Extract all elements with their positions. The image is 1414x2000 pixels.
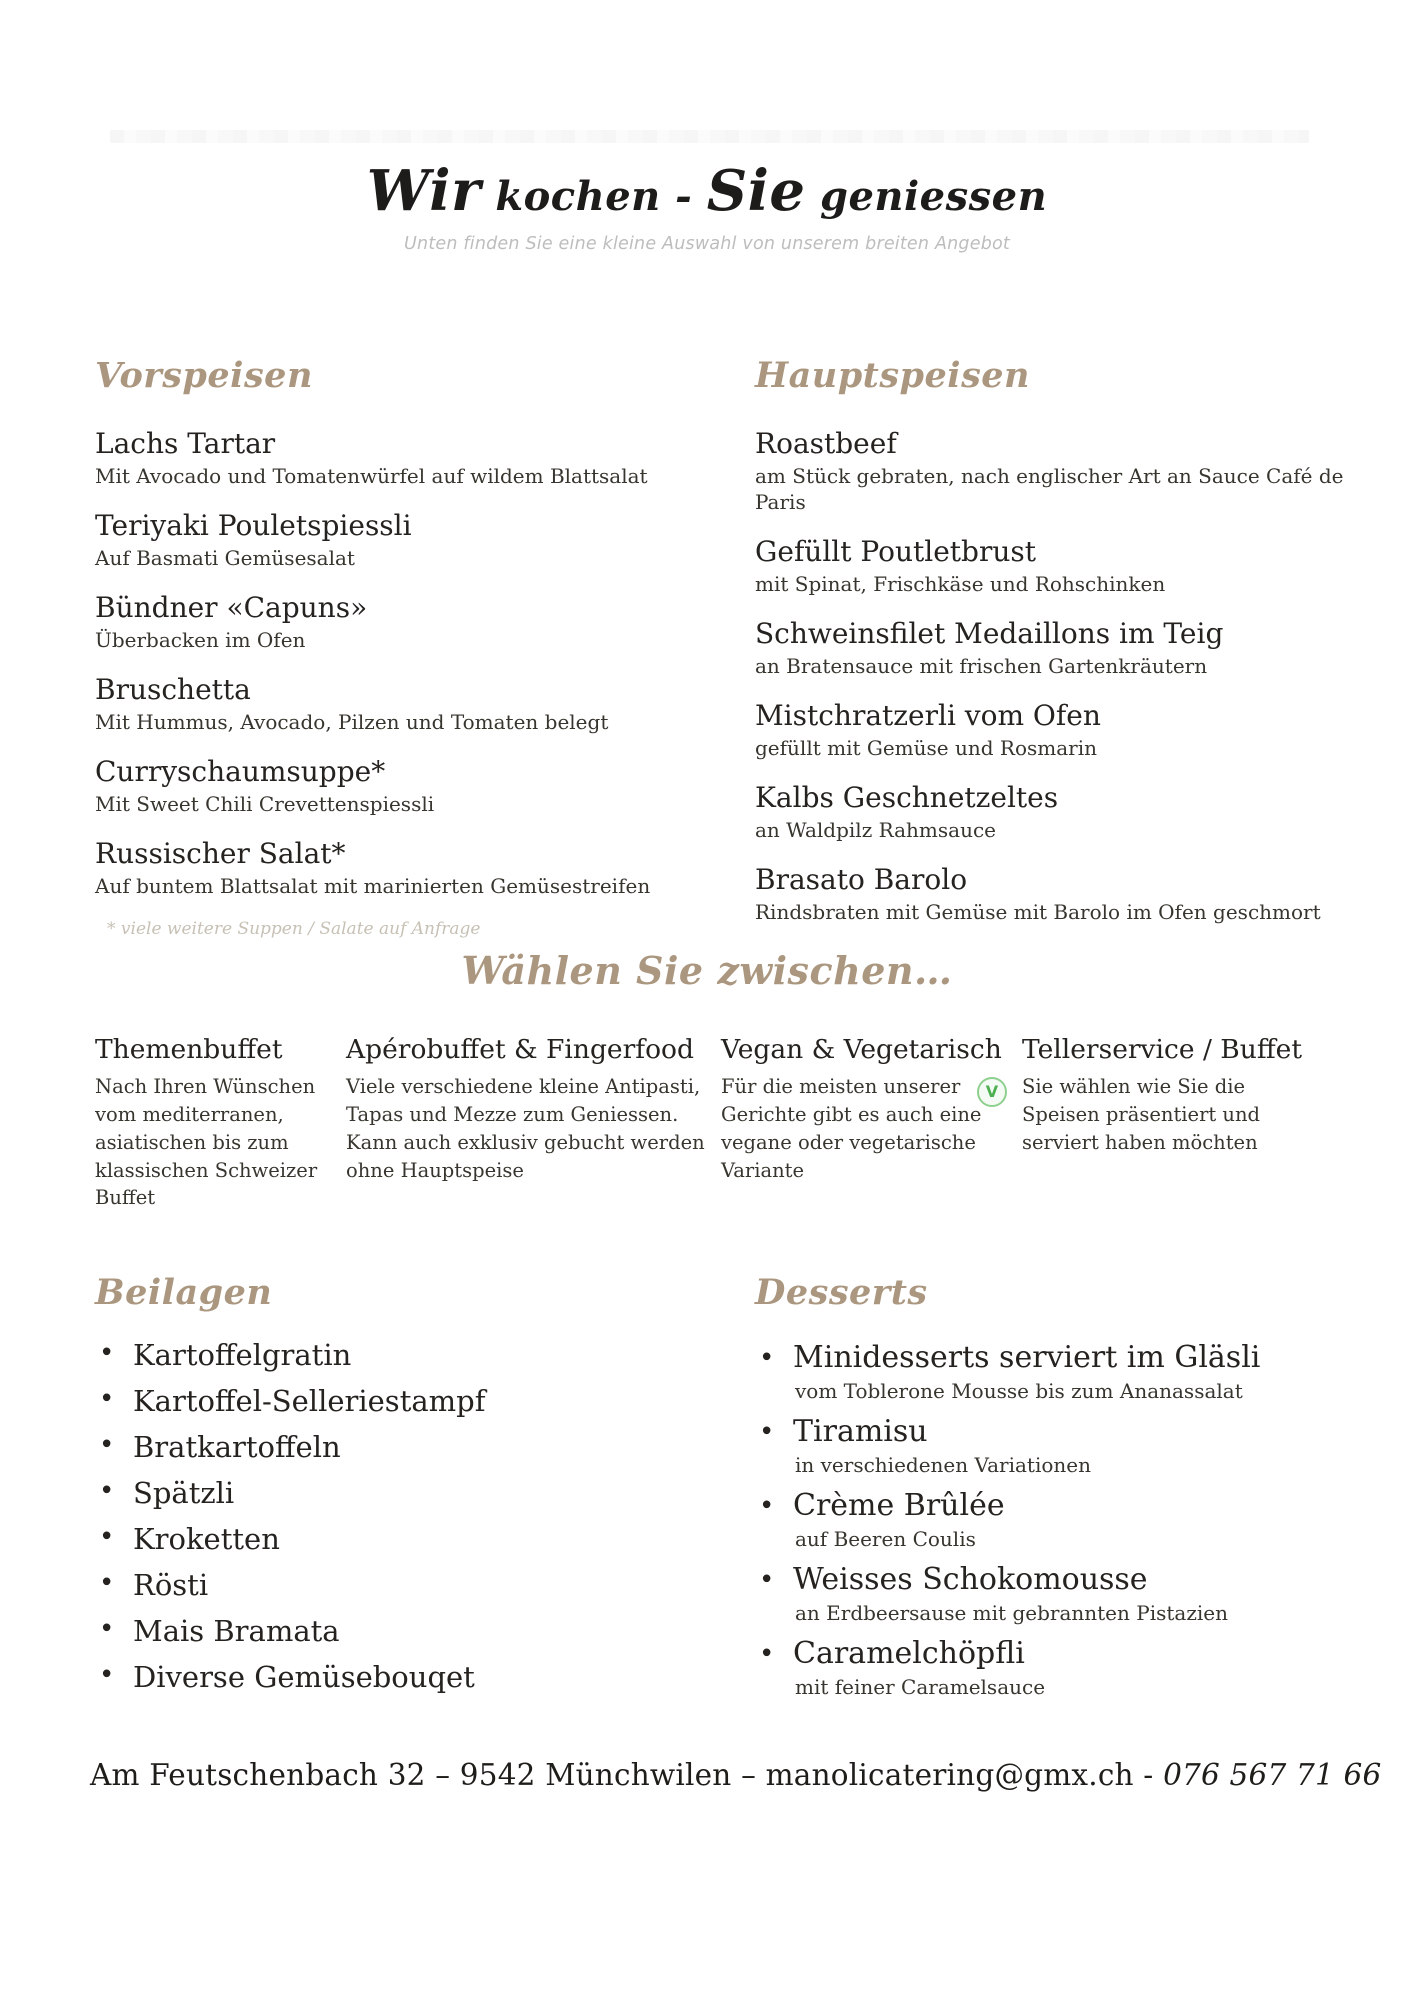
dessert-item-name: • Minidesserts serviert im Gläsli	[793, 1340, 1261, 1375]
dessert-item	[755, 1415, 1359, 1478]
beilagen-item: • Bratkartoffeln	[95, 1433, 755, 1462]
beilagen-item: • Kartoffel-Selleriestampf	[95, 1387, 755, 1416]
dessert-item-name: • Crème Brûlée	[793, 1488, 1005, 1523]
desserts-list	[755, 1341, 1359, 1700]
choose-option-vegan-vegetarisch	[721, 1035, 1009, 1212]
menu-item-name: Teriyaki Pouletspiessli	[95, 509, 412, 542]
hauptspeisen-heading: Hauptspeisen	[755, 355, 1030, 396]
choose-option-themenbuffet	[95, 1035, 333, 1212]
menu-item-name: Roastbeef	[755, 427, 897, 460]
title-word-wir: Wir	[366, 158, 481, 224]
dessert-item-description: mit feiner Caramelsauce	[795, 1675, 1046, 1699]
menu-item-name: Lachs Tartar	[95, 427, 276, 460]
choose-section-heading-wrap	[0, 948, 1414, 993]
vorspeisen-heading: Vorspeisen	[95, 355, 313, 396]
menu-item-description: Mit Sweet Chili Crevettenspiessli	[95, 792, 435, 816]
hauptspeisen-list	[755, 426, 1359, 925]
menu-item	[95, 672, 755, 735]
dessert-item-name: • Tiramisu	[793, 1414, 928, 1449]
scan-artifact-band	[110, 130, 1309, 143]
menu-item	[95, 508, 755, 571]
menu-item	[95, 426, 755, 489]
menu-item-name: Curryschaumsuppe*	[95, 755, 386, 788]
dessert-item-description: auf Beeren Coulis	[795, 1527, 976, 1551]
menu-item-description: Überbacken im Ofen	[95, 628, 306, 652]
dessert-item-name: • Weisses Schokomousse	[793, 1562, 1148, 1597]
dessert-item-description: vom Toblerone Mousse bis zum Ananassalat	[795, 1379, 1243, 1403]
menu-item-description: an Bratensauce mit frischen Gartenkräutern	[755, 654, 1208, 678]
choose-heading: Wählen Sie zwischen…	[461, 948, 953, 993]
menu-item-name: Bündner «Capuns»	[95, 591, 368, 624]
menu-item	[755, 616, 1359, 679]
page-subtitle: Unten finden Sie eine kleine Auswahl von unserem breiten Angebot	[404, 234, 1010, 254]
title-word-geniessen: geniessen	[805, 173, 1048, 220]
beilagen-item: • Kroketten	[95, 1525, 755, 1554]
desserts-section	[755, 1272, 1359, 1711]
hauptspeisen-section	[755, 355, 1359, 944]
dessert-item	[755, 1489, 1359, 1552]
choose-option-title: Apérobuffet & Fingerfood	[346, 1034, 694, 1065]
beilagen-list	[95, 1338, 755, 1694]
choose-option-title: Vegan & Vegetarisch	[721, 1034, 1002, 1065]
menu-item	[95, 590, 755, 653]
menu-item-description: an Waldpilz Rahmsauce	[755, 818, 996, 842]
menu-item-description: Rindsbraten mit Gemüse mit Barolo im Ofen geschmort	[755, 900, 1321, 924]
menu-item-description: am Stück gebraten, nach englischer Art an Sauce Café de Paris	[755, 464, 1344, 514]
menu-columns	[95, 355, 1359, 944]
title-word-sie: Sie	[706, 158, 806, 224]
menu-item-description: Auf buntem Blattsalat mit marinierten Gemüsestreifen	[95, 874, 651, 898]
beilagen-item: • Rösti	[95, 1571, 755, 1600]
choose-option-description: Nach Ihren Wünschen vom mediterranen, asiatischen bis zum klassischen Schweizer Buffet	[95, 1075, 318, 1210]
menu-item-description: mit Spinat, Frischkäse und Rohschinken	[755, 572, 1166, 596]
dessert-item	[755, 1637, 1359, 1700]
menu-item-name: Gefüllt Poutletbrust	[755, 535, 1036, 568]
page-header	[0, 158, 1414, 254]
menu-item-description: Auf Basmati Gemüsesalat	[95, 546, 355, 570]
contact-footer	[90, 1758, 1381, 1792]
beilagen-item: • Mais Bramata	[95, 1617, 755, 1646]
vorspeisen-footnote: * viele weitere Suppen / Salate auf Anfrage	[107, 919, 481, 939]
choose-options	[95, 1035, 1327, 1212]
menu-item	[755, 534, 1359, 597]
menu-item-name: Russischer Salat*	[95, 837, 346, 870]
choose-option-description: Sie wählen wie Sie die Speisen präsentiert und serviert haben möchten	[1022, 1075, 1261, 1154]
menu-item-name: Mistchratzerli vom Ofen	[755, 699, 1101, 732]
beilagen-item: • Diverse Gemüsebouqet	[95, 1663, 755, 1692]
menu-item-description: Mit Hummus, Avocado, Pilzen und Tomaten belegt	[95, 710, 609, 734]
menu-item-name: Brasato Barolo	[755, 863, 968, 896]
choose-option-title: Themenbuffet	[95, 1034, 283, 1065]
vorspeisen-list	[95, 426, 755, 899]
menu-item-description: gefüllt mit Gemüse und Rosmarin	[755, 736, 1097, 760]
choose-option-aperobuffet	[346, 1035, 708, 1212]
dessert-item	[755, 1563, 1359, 1626]
page-title	[0, 158, 1414, 224]
menu-item-name: Schweinsfilet Medaillons im Teig	[755, 617, 1224, 650]
dessert-item-description: an Erdbeersause mit gebrannten Pistazien	[795, 1601, 1228, 1625]
menu-item	[755, 426, 1359, 515]
menu-item	[95, 754, 755, 817]
menu-item	[755, 698, 1359, 761]
footer-phone: 076 567 71 66	[1163, 1758, 1382, 1792]
desserts-heading: Desserts	[755, 1272, 928, 1313]
menu-item-name: Kalbs Geschnetzeltes	[755, 781, 1059, 814]
footer-address: Am Feutschenbach 32 – 9542 Münchwilen – manolicatering@gmx.ch -	[90, 1758, 1164, 1792]
choose-option-description: Viele verschiedene kleine Antipasti, Tapas und Mezze zum Geniessen. Kann auch exklusiv gebucht werden ohne Hauptspeise	[346, 1075, 705, 1182]
choose-option-description: Für die meisten unserer Gerichte gibt es auch eine vegane oder vegetarische Variante	[721, 1075, 982, 1182]
beilagen-heading: Beilagen	[95, 1272, 273, 1313]
choose-option-tellerservice	[1022, 1035, 1327, 1212]
choose-option-title: Tellerservice / Buffet	[1022, 1034, 1302, 1065]
menu-item	[755, 862, 1359, 925]
menu-item	[755, 780, 1359, 843]
dessert-item	[755, 1341, 1359, 1404]
vorspeisen-section	[95, 355, 755, 944]
menu-item-name: Bruschetta	[95, 673, 251, 706]
menu-item	[95, 836, 755, 899]
dessert-item-description: in verschiedenen Variationen	[795, 1453, 1091, 1477]
vegan-icon: V	[977, 1077, 1007, 1107]
dessert-item-name: • Caramelchöpfli	[793, 1636, 1025, 1671]
beilagen-item: • Kartoffelgratin	[95, 1341, 755, 1370]
bottom-columns	[95, 1272, 1359, 1711]
menu-item-description: Mit Avocado und Tomatenwürfel auf wildem Blattsalat	[95, 464, 648, 488]
beilagen-item: • Spätzli	[95, 1479, 755, 1508]
title-word-kochen: kochen -	[480, 173, 707, 220]
beilagen-section	[95, 1272, 755, 1711]
